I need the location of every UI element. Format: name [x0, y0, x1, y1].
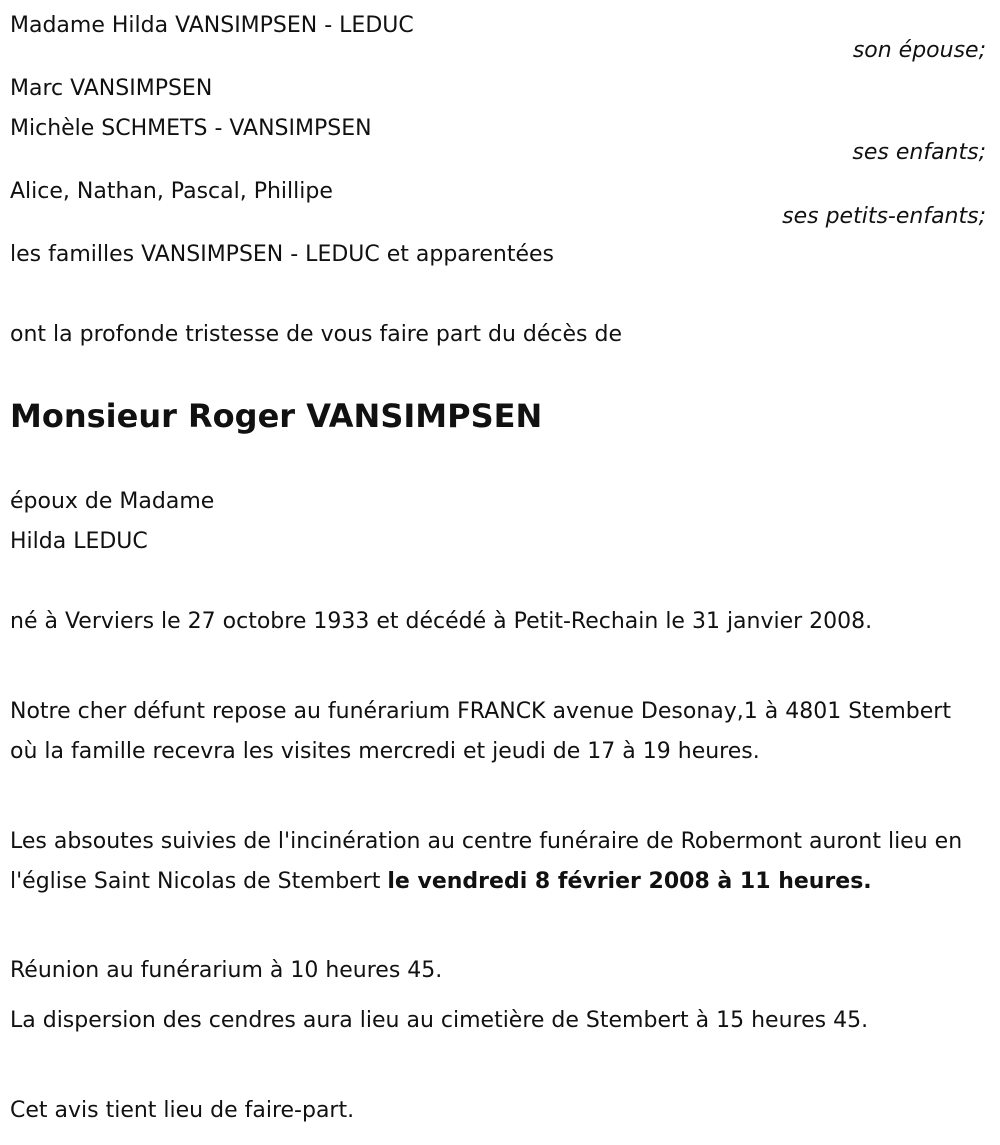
birth-death: né à Verviers le 27 octobre 1933 et décédé à Petit-Rechain le 31 janvier 2008.	[10, 609, 873, 634]
spouse-label: son épouse;	[852, 38, 986, 63]
spouse-name: Madame Hilda VANSIMPSEN - LEDUC	[10, 13, 414, 38]
ceremony-text: Les absoutes suivies de l'incinération au centre funéraire de Robermont auront lieu en l'église Saint Nicolas de Stembert	[10, 829, 963, 894]
child-name: Michèle SCHMETS - VANSIMPSEN	[10, 116, 372, 141]
deceased-name: Monsieur Roger VANSIMPSEN	[10, 397, 543, 435]
ceremony	[10, 822, 970, 902]
families: les familles VANSIMPSEN - LEDUC et apparentées	[10, 242, 554, 267]
grandchildren-names: Alice, Nathan, Pascal, Phillipe	[10, 179, 333, 204]
child-name: Marc VANSIMPSEN	[10, 76, 213, 101]
spouse-of-line: époux de Madame	[10, 489, 215, 514]
visitation: Notre cher défunt repose au funérarium FRANCK avenue Desonay,1 à 4801 Stembert où la famille recevra les visites mercredi et jeudi de 17 à 19 heures.	[10, 699, 951, 764]
meeting: Réunion au funérarium à 10 heures 45.	[10, 958, 443, 983]
ceremony-date: le vendredi 8 février 2008 à 11 heures.	[387, 869, 872, 894]
spouse-of-line: Hilda LEDUC	[10, 529, 148, 554]
dispersion: La dispersion des cendres aura lieu au cimetière de Stembert à 15 heures 45.	[10, 1008, 869, 1033]
grandchildren-label: ses petits-enfants;	[782, 204, 986, 229]
children-label: ses enfants;	[852, 140, 986, 165]
closing: Cet avis tient lieu de faire-part.	[10, 1098, 355, 1123]
announcement: ont la profonde tristesse de vous faire part du décès de	[10, 322, 622, 347]
